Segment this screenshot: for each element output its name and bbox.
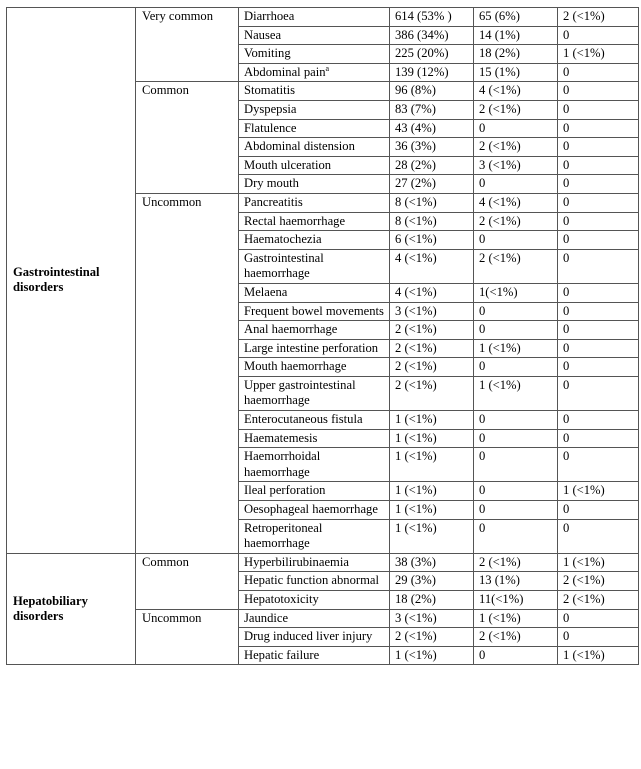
count-cell-1: 1 (<1%) xyxy=(390,411,474,430)
adverse-reaction-term-cell xyxy=(239,231,390,250)
adverse-reaction-term: Large intestine perforation xyxy=(244,340,379,355)
count-cell-2: 2 (<1%) xyxy=(474,249,558,283)
adverse-reaction-term: Diarrhoea xyxy=(244,9,295,23)
count-cell-2: 2 (<1%) xyxy=(474,553,558,572)
count-cell-2: 1 (<1%) xyxy=(474,339,558,358)
count-cell-2: 0 xyxy=(474,175,558,194)
adverse-reaction-term-cell xyxy=(239,156,390,175)
adverse-reaction-term-cell xyxy=(239,609,390,628)
adverse-reaction-term: Upper gastrointestinal haemorrhage xyxy=(244,377,356,408)
count-cell-3: 0 xyxy=(558,119,639,138)
count-cell-3: 0 xyxy=(558,82,639,101)
adverse-reaction-term-cell xyxy=(239,646,390,665)
adverse-reaction-term-cell xyxy=(239,212,390,231)
count-cell-2: 3 (<1%) xyxy=(474,156,558,175)
adverse-reaction-term: Vomiting xyxy=(244,46,291,61)
adverse-reaction-term: Hepatic function abnormal xyxy=(244,573,379,588)
count-cell-3: 0 xyxy=(558,376,639,410)
count-cell-2: 0 xyxy=(474,429,558,448)
count-cell-1: 4 (<1%) xyxy=(390,249,474,283)
adverse-reaction-term-cell xyxy=(239,175,390,194)
adverse-reaction-term: Melaena xyxy=(244,284,288,299)
count-cell-3: 0 xyxy=(558,283,639,302)
count-cell-3: 0 xyxy=(558,339,639,358)
count-cell-3: 0 xyxy=(558,175,639,194)
adverse-reaction-term-cell xyxy=(239,376,390,410)
adverse-reaction-term-cell xyxy=(239,45,390,64)
count-cell-1: 139 (12%) xyxy=(390,63,474,82)
adverse-reaction-term-cell xyxy=(239,321,390,340)
count-cell-2: 0 xyxy=(474,482,558,501)
count-cell-2: 0 xyxy=(474,501,558,520)
count-cell-1: 83 (7%) xyxy=(390,100,474,119)
table-row xyxy=(7,8,639,27)
adverse-reaction-term: Abdominal distension xyxy=(244,139,355,154)
count-cell-1: 1 (<1%) xyxy=(390,519,474,553)
count-cell-1: 1 (<1%) xyxy=(390,646,474,665)
count-cell-3: 0 xyxy=(558,519,639,553)
adverse-reaction-term: Hyperbilirubinaemia xyxy=(244,554,349,569)
count-cell-3: 0 xyxy=(558,249,639,283)
adverse-reaction-term-cell xyxy=(239,482,390,501)
count-cell-2: 0 xyxy=(474,646,558,665)
count-cell-2: 15 (1%) xyxy=(474,63,558,82)
adverse-reaction-term: Mouth ulceration xyxy=(244,157,332,172)
count-cell-1: 2 (<1%) xyxy=(390,321,474,340)
adverse-reaction-term-cell xyxy=(239,302,390,321)
count-cell-1: 2 (<1%) xyxy=(390,628,474,647)
count-cell-2: 0 xyxy=(474,519,558,553)
count-cell-2: 1 (<1%) xyxy=(474,609,558,628)
count-cell-2: 18 (2%) xyxy=(474,45,558,64)
adverse-reaction-term: Dry mouth xyxy=(244,176,299,191)
adverse-reaction-term: Jaundice xyxy=(244,610,289,625)
count-cell-1: 1 (<1%) xyxy=(390,448,474,482)
count-cell-1: 29 (3%) xyxy=(390,572,474,591)
count-cell-2: 2 (<1%) xyxy=(474,100,558,119)
frequency-cell: Very common xyxy=(136,8,239,82)
adverse-reaction-term-cell xyxy=(239,82,390,101)
count-cell-1: 3 (<1%) xyxy=(390,302,474,321)
adverse-reaction-term-cell xyxy=(239,429,390,448)
count-cell-1: 2 (<1%) xyxy=(390,339,474,358)
adverse-reaction-term: Flatulence xyxy=(244,120,297,135)
frequency-cell: Common xyxy=(136,82,239,194)
adverse-reaction-term-cell xyxy=(239,591,390,610)
adverse-reaction-term: Haematochezia xyxy=(244,232,322,247)
count-cell-3: 2 (<1%) xyxy=(558,8,639,27)
count-cell-1: 614 (53% ) xyxy=(390,8,474,27)
adverse-reaction-term: Hepatotoxicity xyxy=(244,592,319,606)
adverse-reaction-term: Anal haemorrhage xyxy=(244,322,338,337)
count-cell-2: 0 xyxy=(474,119,558,138)
adverse-reaction-term-cell xyxy=(239,63,390,82)
count-cell-2: 4 (<1%) xyxy=(474,82,558,101)
count-cell-3: 0 xyxy=(558,63,639,82)
count-cell-3: 0 xyxy=(558,26,639,45)
adverse-reaction-term-cell xyxy=(239,501,390,520)
footnote-marker: a xyxy=(325,63,330,73)
adverse-reaction-term: Ileal perforation xyxy=(244,483,326,498)
count-cell-1: 1 (<1%) xyxy=(390,429,474,448)
adverse-reaction-term-cell xyxy=(239,119,390,138)
adverse-reaction-term: Frequent bowel movements xyxy=(244,303,384,318)
adverse-reaction-term: Mouth haemorrhage xyxy=(244,359,347,374)
count-cell-1: 8 (<1%) xyxy=(390,212,474,231)
count-cell-1: 43 (4%) xyxy=(390,119,474,138)
adverse-reaction-term-cell xyxy=(239,572,390,591)
adverse-reaction-term-cell xyxy=(239,411,390,430)
count-cell-1: 3 (<1%) xyxy=(390,609,474,628)
frequency-cell: Uncommon xyxy=(136,609,239,665)
system-organ-class-cell: Gastrointestinal disorders xyxy=(7,8,136,554)
count-cell-3: 0 xyxy=(558,501,639,520)
count-cell-2: 65 (6%) xyxy=(474,8,558,27)
adverse-reaction-term-cell xyxy=(239,26,390,45)
adverse-reaction-term-cell xyxy=(239,283,390,302)
adverse-reaction-term-cell xyxy=(239,358,390,377)
count-cell-2: 2 (<1%) xyxy=(474,212,558,231)
adverse-reaction-term: Hepatic failure xyxy=(244,647,320,662)
count-cell-2: 2 (<1%) xyxy=(474,138,558,157)
count-cell-1: 1 (<1%) xyxy=(390,482,474,501)
adverse-reaction-term-cell xyxy=(239,628,390,647)
adverse-reaction-term: Gastrointestinal haemorrhage xyxy=(244,250,324,281)
count-cell-3: 0 xyxy=(558,609,639,628)
count-cell-1: 27 (2%) xyxy=(390,175,474,194)
count-cell-1: 2 (<1%) xyxy=(390,358,474,377)
adverse-reaction-term-cell xyxy=(239,8,390,27)
count-cell-3: 1 (<1%) xyxy=(558,45,639,64)
count-cell-1: 18 (2%) xyxy=(390,591,474,610)
count-cell-2: 0 xyxy=(474,321,558,340)
count-cell-2: 11(<1%) xyxy=(474,591,558,610)
count-cell-1: 2 (<1%) xyxy=(390,376,474,410)
adverse-reaction-term: Rectal haemorrhage xyxy=(244,213,346,228)
adverse-reaction-term: Nausea xyxy=(244,27,282,42)
adverse-reaction-term: Oesophageal haemorrhage xyxy=(244,502,378,517)
count-cell-3: 0 xyxy=(558,321,639,340)
count-cell-2: 14 (1%) xyxy=(474,26,558,45)
system-organ-class-cell: Hepatobiliary disorders xyxy=(7,553,136,665)
count-cell-3: 0 xyxy=(558,100,639,119)
adverse-reaction-term: Haematemesis xyxy=(244,430,318,445)
count-cell-2: 0 xyxy=(474,448,558,482)
adverse-reaction-term: Pancreatitis xyxy=(244,194,303,209)
count-cell-3: 0 xyxy=(558,212,639,231)
frequency-cell: Uncommon xyxy=(136,193,239,553)
count-cell-2: 0 xyxy=(474,231,558,250)
adverse-reaction-term: Dyspepsia xyxy=(244,101,297,116)
adverse-reaction-term: Retroperitoneal haemorrhage xyxy=(244,520,323,551)
count-cell-1: 6 (<1%) xyxy=(390,231,474,250)
count-cell-3: 2 (<1%) xyxy=(558,591,639,610)
count-cell-1: 225 (20%) xyxy=(390,45,474,64)
count-cell-3: 1 (<1%) xyxy=(558,646,639,665)
table-body xyxy=(7,8,639,665)
frequency-cell: Common xyxy=(136,553,239,609)
count-cell-1: 4 (<1%) xyxy=(390,283,474,302)
table-row xyxy=(7,553,639,572)
count-cell-3: 0 xyxy=(558,231,639,250)
count-cell-2: 0 xyxy=(474,411,558,430)
count-cell-3: 0 xyxy=(558,628,639,647)
count-cell-3: 2 (<1%) xyxy=(558,572,639,591)
count-cell-3: 0 xyxy=(558,193,639,212)
count-cell-3: 0 xyxy=(558,156,639,175)
count-cell-2: 0 xyxy=(474,302,558,321)
adverse-reaction-term: Enterocutaneous fistula xyxy=(244,412,363,427)
count-cell-1: 386 (34%) xyxy=(390,26,474,45)
count-cell-2: 1(<1%) xyxy=(474,283,558,302)
adverse-reaction-term-cell xyxy=(239,553,390,572)
count-cell-3: 1 (<1%) xyxy=(558,482,639,501)
adverse-reaction-term-cell xyxy=(239,249,390,283)
adverse-reactions-table xyxy=(6,7,639,665)
count-cell-2: 4 (<1%) xyxy=(474,193,558,212)
count-cell-1: 1 (<1%) xyxy=(390,501,474,520)
count-cell-1: 38 (3%) xyxy=(390,553,474,572)
count-cell-3: 0 xyxy=(558,411,639,430)
count-cell-3: 1 (<1%) xyxy=(558,553,639,572)
count-cell-3: 0 xyxy=(558,429,639,448)
adverse-reaction-term: Abdominal pain xyxy=(244,64,326,79)
count-cell-3: 0 xyxy=(558,138,639,157)
adverse-reaction-term: Drug induced liver injury xyxy=(244,629,373,644)
adverse-reaction-term-cell xyxy=(239,138,390,157)
adverse-reaction-term-cell xyxy=(239,193,390,212)
adverse-reaction-term-cell xyxy=(239,448,390,482)
count-cell-2: 1 (<1%) xyxy=(474,376,558,410)
adverse-reaction-term: Haemorrhoidal haemorrhage xyxy=(244,449,321,479)
count-cell-2: 0 xyxy=(474,358,558,377)
count-cell-2: 13 (1%) xyxy=(474,572,558,591)
adverse-reaction-term-cell xyxy=(239,100,390,119)
count-cell-3: 0 xyxy=(558,448,639,482)
count-cell-3: 0 xyxy=(558,358,639,377)
count-cell-1: 28 (2%) xyxy=(390,156,474,175)
count-cell-1: 96 (8%) xyxy=(390,82,474,101)
count-cell-1: 36 (3%) xyxy=(390,138,474,157)
adverse-reaction-term: Stomatitis xyxy=(244,83,296,98)
adverse-reaction-term-cell xyxy=(239,339,390,358)
adverse-reaction-term-cell xyxy=(239,519,390,553)
count-cell-1: 8 (<1%) xyxy=(390,193,474,212)
count-cell-2: 2 (<1%) xyxy=(474,628,558,647)
count-cell-3: 0 xyxy=(558,302,639,321)
